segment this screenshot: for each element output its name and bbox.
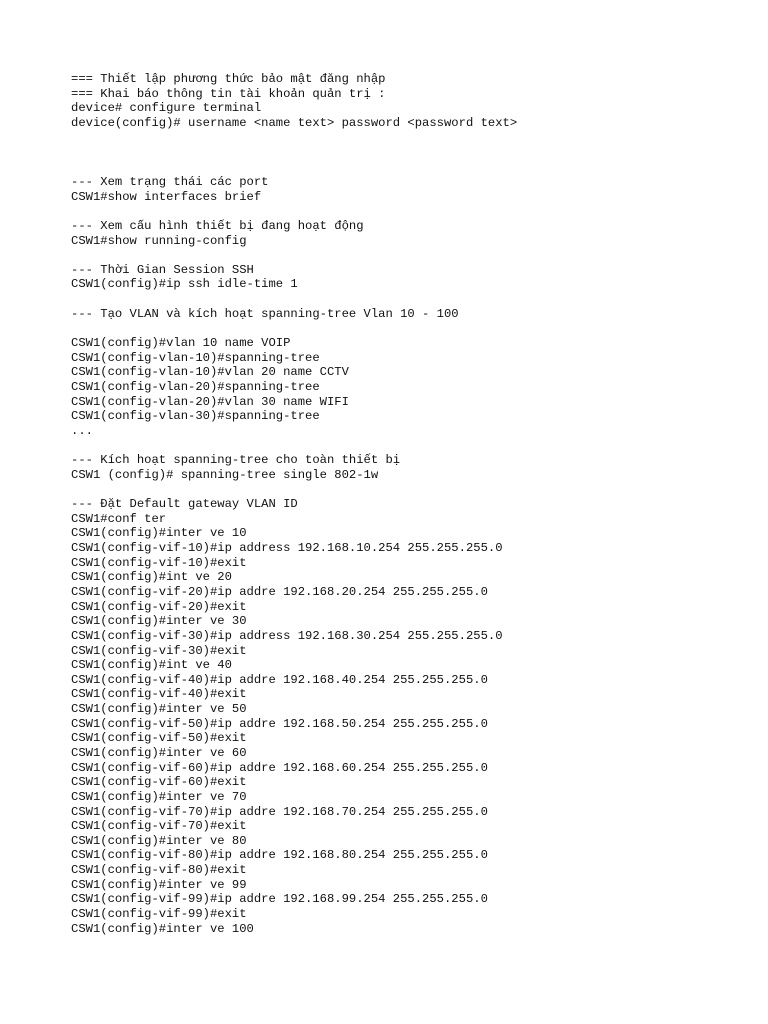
text-line: CSW1(config-vif-80)#exit [71,863,247,878]
text-line: CSW1(config-vlan-20)#spanning-tree [71,379,320,394]
config-commands-block [71,175,503,936]
text-line: CSW1(config-vif-60)#ip addre 192.168.60.254 255.255.255.0 [71,760,488,775]
text-line: CSW1#show interfaces brief [71,189,262,204]
text-line: CSW1(config-vif-99)#ip addre 192.168.99.254 255.255.255.0 [71,892,488,907]
text-line: CSW1(config-vif-10)#ip address 192.168.10.254 255.255.255.0 [71,541,503,556]
text-line: CSW1(config-vif-30)#ip address 192.168.30.254 255.255.255.0 [71,628,503,643]
text-line: CSW1(config-vif-50)#ip addre 192.168.50.254 255.255.255.0 [71,716,488,731]
text-line [71,204,503,219]
text-line: CSW1(config)#inter ve 60 [71,745,247,760]
text-line: --- Tạo VLAN và kích hoạt spanning-tree Vlan 10 - 100 [71,306,459,321]
text-line: CSW1(config)#inter ve 50 [71,702,247,717]
text-line: CSW1(config-vlan-30)#spanning-tree [71,409,320,424]
text-line: CSW1(config)#ip ssh idle-time 1 [71,277,298,292]
text-line: CSW1(config-vif-99)#exit [71,907,247,922]
text-line: CSW1(config-vif-70)#ip addre 192.168.70.254 255.255.255.0 [71,804,488,819]
text-line: --- Thời Gian Session SSH [71,262,254,277]
text-line: CSW1#conf ter [71,511,167,526]
text-line: CSW1(config)#inter ve 70 [71,789,247,804]
text-line: CSW1(config-vif-40)#ip addre 192.168.40.254 255.255.255.0 [71,672,488,687]
text-line: CSW1(config)#inter ve 10 [71,526,247,541]
text-line: ... [71,423,93,438]
text-line [71,292,503,307]
text-line: CSW1(config)#inter ve 30 [71,614,247,629]
text-line: --- Kích hoạt spanning-tree cho toàn thiết bị [71,453,401,468]
text-line [71,482,503,497]
text-line: CSW1(config-vlan-10)#vlan 20 name CCTV [71,365,349,380]
text-line: CSW1(config)#vlan 10 name VOIP [71,336,291,351]
text-line: CSW1(config-vif-70)#exit [71,819,247,834]
text-line: CSW1(config)#inter ve 80 [71,833,247,848]
text-line: CSW1 (config)# spanning-tree single 802-1w [71,467,379,482]
text-line: device(config)# username <name text> password <password text> [71,115,518,130]
text-line: CSW1(config-vif-60)#exit [71,775,247,790]
text-line: CSW1(config)#inter ve 100 [71,921,254,936]
text-line: CSW1(config)#int ve 20 [71,570,232,585]
text-line: CSW1(config-vif-80)#ip addre 192.168.80.254 255.255.255.0 [71,848,488,863]
text-line: CSW1(config-vif-20)#exit [71,599,247,614]
text-line: CSW1#show running-config [71,233,247,248]
text-line: CSW1(config)#inter ve 99 [71,877,247,892]
text-line: CSW1(config-vlan-20)#vlan 30 name WIFI [71,394,349,409]
text-line: --- Đặt Default gateway VLAN ID [71,497,298,512]
text-line: CSW1(config-vlan-10)#spanning-tree [71,350,320,365]
text-line: CSW1(config-vif-10)#exit [71,555,247,570]
text-line: CSW1(config-vif-30)#exit [71,643,247,658]
text-line: CSW1(config-vif-20)#ip addre 192.168.20.254 255.255.255.0 [71,584,488,599]
text-line: device# configure terminal [71,101,262,116]
text-line: CSW1(config-vif-50)#exit [71,731,247,746]
text-line [71,439,503,454]
text-line: --- Xem cấu hình thiết bị đang hoạt động [71,218,364,233]
text-line [71,321,503,336]
text-line: --- Xem trạng thái các port [71,175,269,189]
text-line: === Thiết lập phương thức bảo mật đăng nhập [71,72,386,86]
text-line: CSW1(config)#int ve 40 [71,658,232,673]
text-line [71,248,503,263]
intro-text-block [71,72,517,131]
text-line: === Khai báo thông tin tài khoản quản trị : [71,86,386,101]
text-line: CSW1(config-vif-40)#exit [71,687,247,702]
